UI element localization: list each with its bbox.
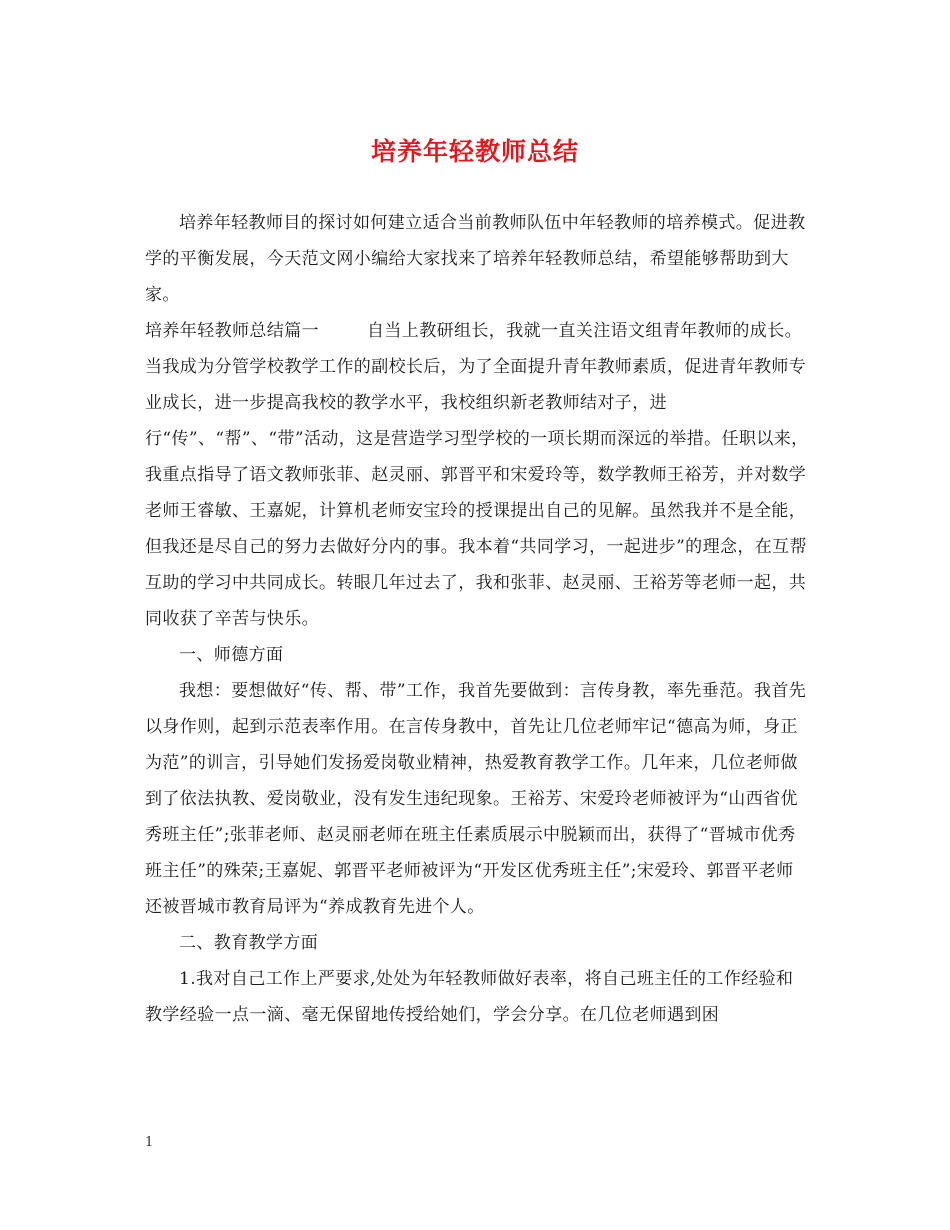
- section-heading: 培养年轻教师总结篇一: [145, 321, 319, 341]
- heading-teaching: 二、教育教学方面: [179, 933, 319, 953]
- teaching-paragraph: 1.我对自己工作上严要求,处处为年轻教师做好表率，将自己班主任的工作经验和教学经验一点一滴、毫无保留地传授给她们，学会分享。在几位老师遇到困: [145, 969, 794, 1025]
- document-title: 培养年轻教师总结: [370, 137, 579, 166]
- intro-paragraph: 培养年轻教师目的探讨如何建立适合当前教师队伍中年轻教师的培养模式。促进教学的平衡发展，今天范文网小编给大家找来了培养年轻教师总结，希望能够帮助到大家。: [145, 213, 806, 305]
- section-paragraph: [145, 313, 810, 637]
- heading-morality: 一、师德方面: [179, 645, 284, 665]
- section-body: 自当上教研组长，我就一直关注语文组青年教师的成长。当我成为分管学校教学工作的副校长后，为了全面提升青年教师素质，促进青年教师专业成长，进一步提高我校的教学水平，我校组织新老教师结对子，进行“传”、“帮”、“带”活动，这是营造学习型学校的一项长期而深远的举措。任职以来，我重点指导了语文教师张菲、赵灵丽、郭晋平和宋爱玲等，数学教师王裕芳，并对数学老师王睿敏、王嘉妮，计算机老师安宝玲的授课提出自己的见解。虽然我并不是全能，但我还是尽自己的努力去做好分内的事。我本着“共同学习，一起进步”的理念，在互帮互助的学习中共同成长。转眼几年过去了，我和张菲、赵灵丽、王裕芳等老师一起，共同收获了辛苦与快乐。: [145, 321, 809, 629]
- morality-paragraph: 我想：要想做好“传、帮、带”工作，我首先要做到：言传身教，率先垂范。我首先以身作则，起到示范表率作用。在言传身教中，首先让几位老师牢记“德高为师，身正为范”的训言，引导她们发扬爱岗敬业精神，热爱教育教学工作。几年来，几位老师做到了依法执教、爱岗敬业，没有发生违纪现象。王裕芳、宋爱玲老师被评为“山西省优秀班主任”;张菲老师、赵灵丽老师在班主任素质展示中脱颖而出，获得了“晋城市优秀班主任”的殊荣;王嘉妮、郭晋平老师被评为“开发区优秀班主任”;宋爱玲、郭晋平老师还被晋城市教育局评为“养成教育先进个人。: [145, 681, 807, 917]
- document-body: [145, 205, 810, 1033]
- page-number: 1: [145, 1135, 154, 1150]
